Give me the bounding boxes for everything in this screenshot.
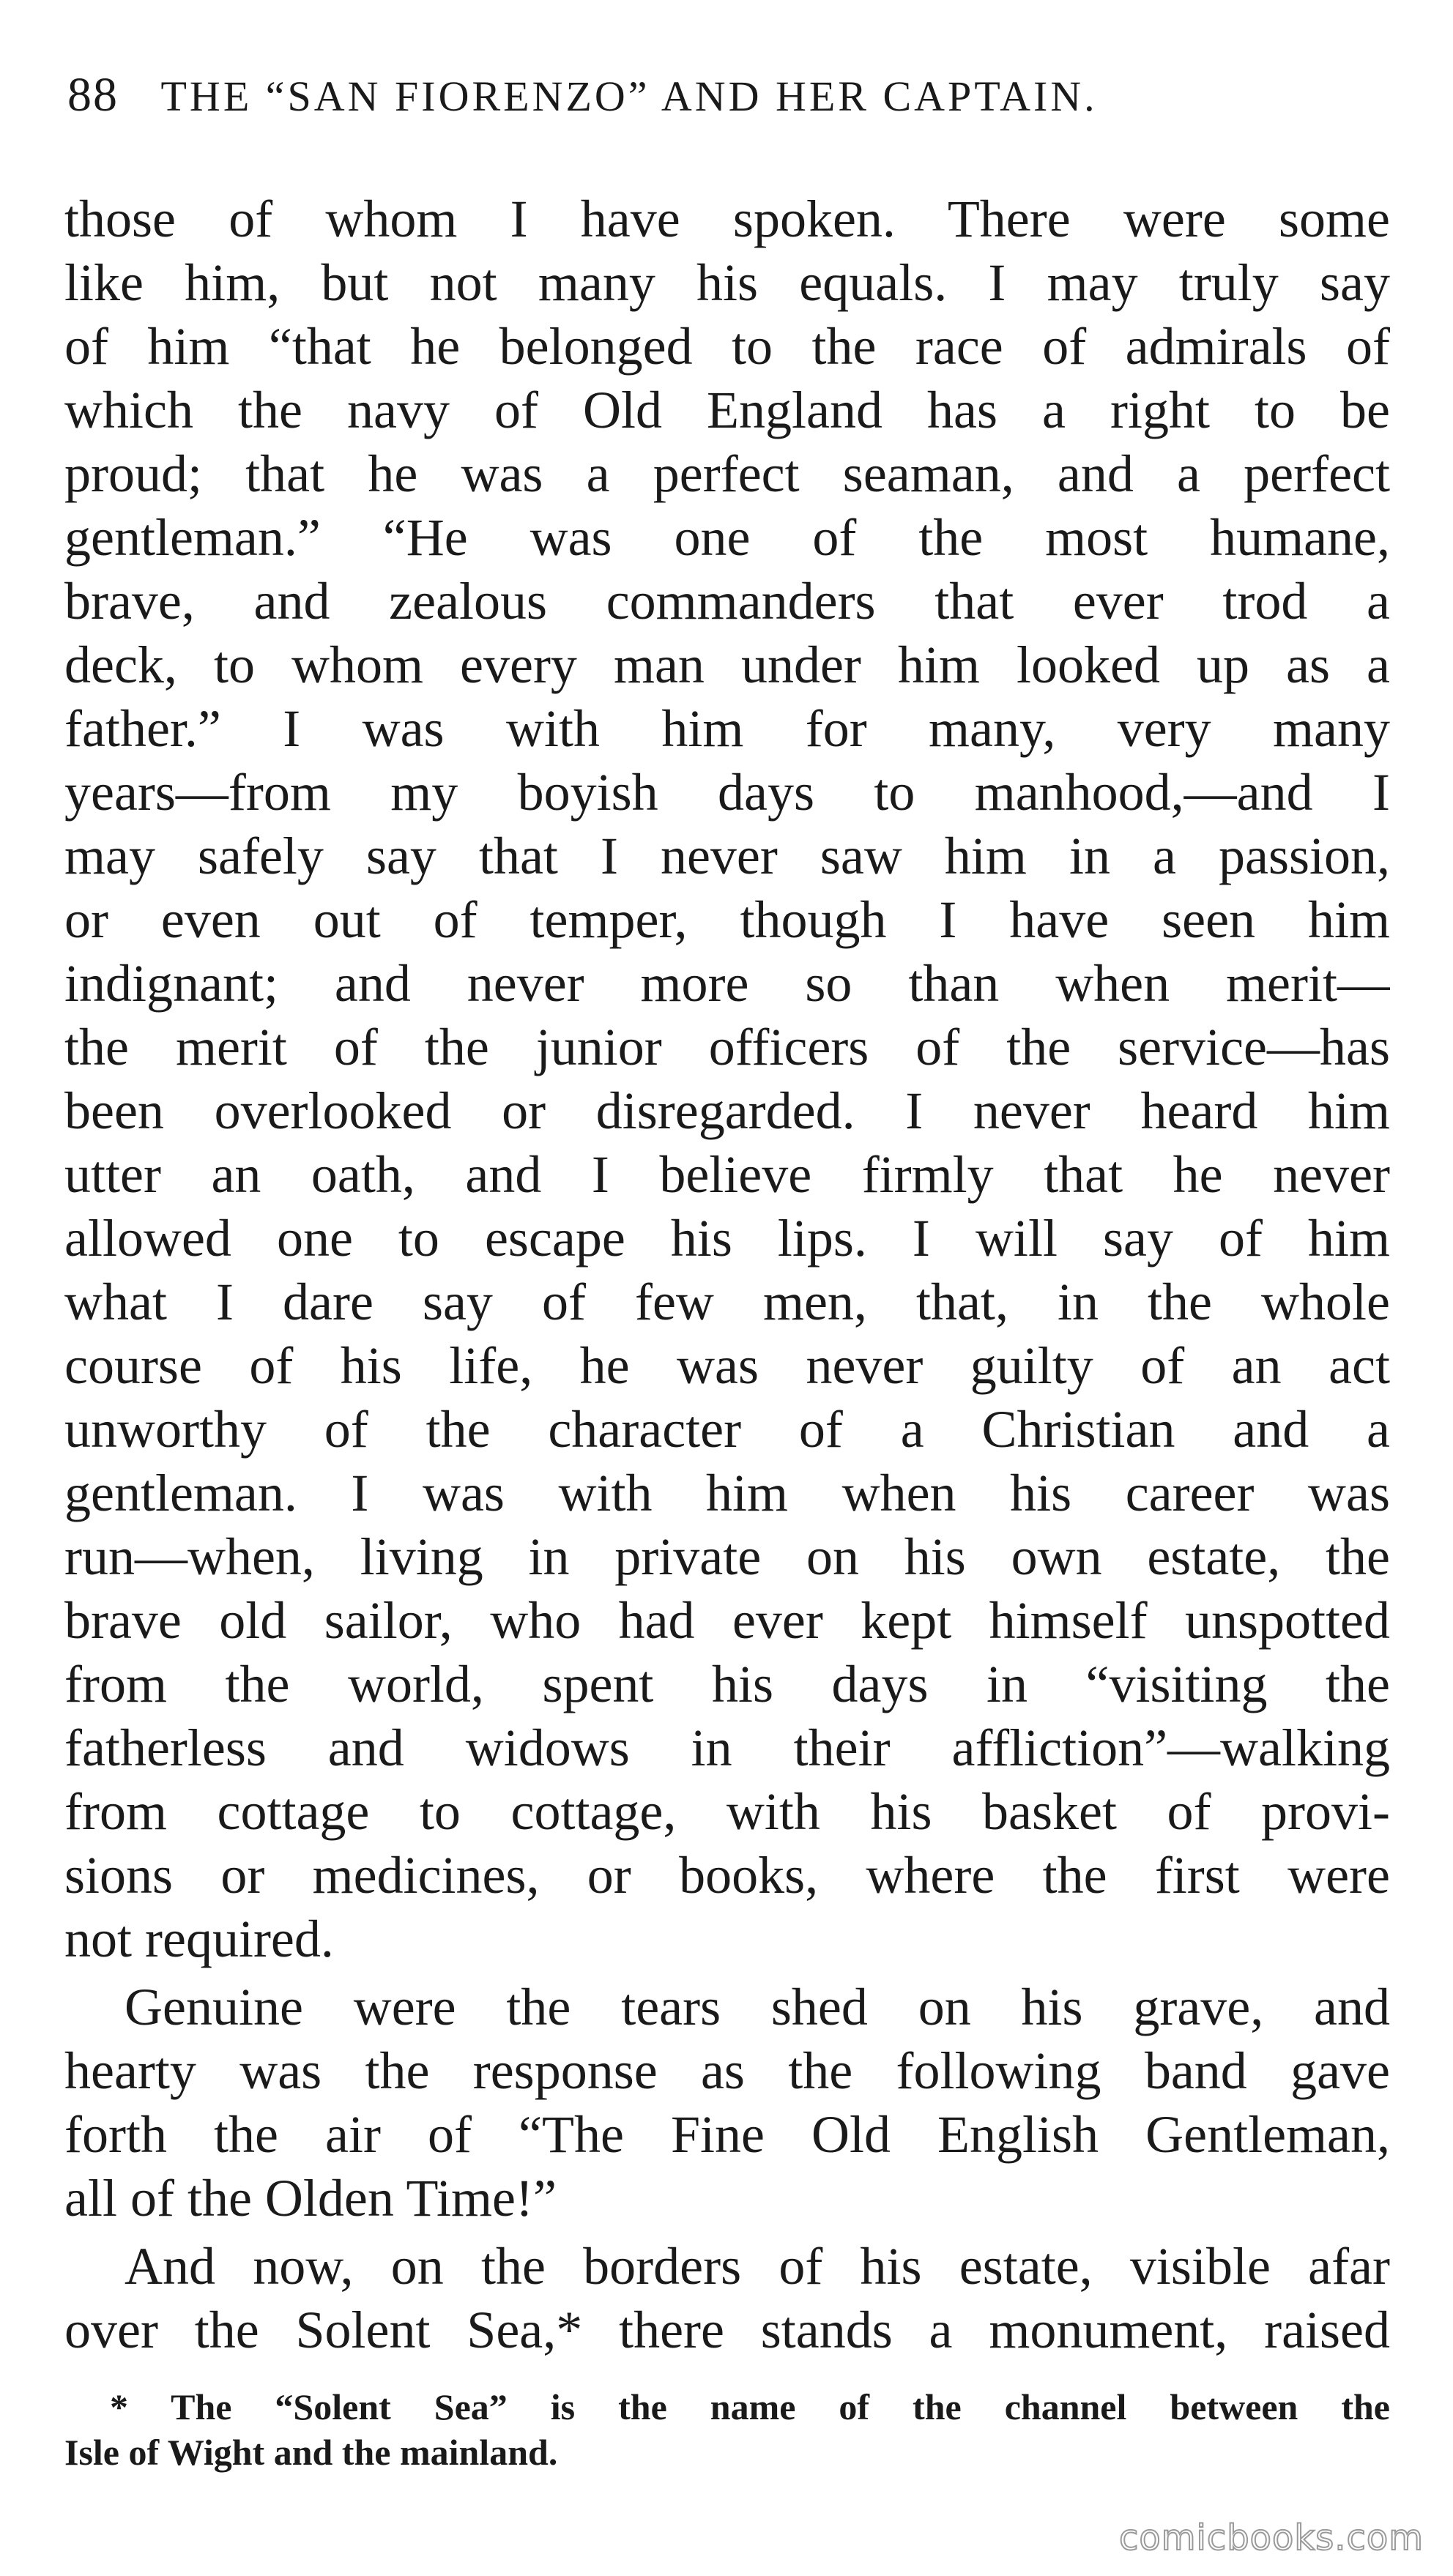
text-line: course of his life, he was never guilty of an act	[64, 1336, 1390, 1395]
text-line: Genuine were the tears shed on his grave, and	[125, 1978, 1390, 2036]
paragraph	[64, 187, 1390, 1971]
text-line: over the Solent Sea,* there stands a monument, raised	[64, 2301, 1390, 2359]
footnote	[64, 2384, 1390, 2475]
body-text	[64, 187, 1390, 2362]
text-line: forth the air of “The Fine Old English Gentleman,	[64, 2105, 1390, 2164]
text-line: like him, but not many his equals. I may truly say	[64, 253, 1390, 312]
paragraph	[64, 2235, 1390, 2362]
text-line: And now, on the borders of his estate, visible afar	[125, 2237, 1390, 2296]
text-line: brave old sailor, who had ever kept himself unspotted	[64, 1591, 1390, 1650]
text-line: deck, to whom every man under him looked up as a	[64, 636, 1390, 694]
text-line: brave, and zealous commanders that ever trod a	[64, 572, 1390, 630]
text-line: proud; that he was a perfect seaman, and a perfect	[64, 444, 1390, 503]
running-head: THE “SAN FIORENZO” AND HER CAPTAIN.	[160, 72, 1098, 120]
text-line: which the navy of Old England has a right to be	[64, 381, 1390, 439]
text-line: all of the Olden Time!”	[64, 2169, 557, 2227]
footnote-line: Isle of Wight and the mainland.	[64, 2432, 558, 2473]
text-line: the merit of the junior officers of the service—has	[64, 1018, 1390, 1076]
text-line: sions or medicines, or books, where the first were	[64, 1846, 1390, 1905]
text-line: gentleman. I was with him when his career was	[64, 1464, 1390, 1522]
text-line: hearty was the response as the following band gave	[64, 2041, 1390, 2100]
text-line: what I dare say of few men, that, in the whole	[64, 1273, 1390, 1331]
text-line: may safely say that I never saw him in a passion,	[64, 827, 1390, 885]
text-line: years—from my boyish days to manhood,—and I	[64, 763, 1390, 822]
text-line: of him “that he belonged to the race of admirals of	[64, 317, 1390, 376]
text-line: been overlooked or disregarded. I never heard him	[64, 1082, 1390, 1140]
text-line: or even out of temper, though I have seen him	[64, 890, 1390, 949]
footnote-line: * The “Solent Sea” is the name of the channel between the	[110, 2386, 1390, 2427]
text-line: allowed one to escape his lips. I will say of him	[64, 1209, 1390, 1267]
text-line: fatherless and widows in their affliction”—walking	[64, 1719, 1390, 1777]
text-line: father.” I was with him for many, very many	[64, 699, 1390, 758]
text-line: not required.	[64, 1910, 334, 1968]
page-number: 88	[67, 68, 119, 122]
text-line: from cottage to cottage, with his basket of provi-	[64, 1782, 1390, 1841]
text-line: unworthy of the character of a Christian and a	[64, 1400, 1390, 1459]
page-header	[67, 67, 1386, 133]
paragraph	[64, 1976, 1390, 2230]
watermark: comicbooks.com	[1118, 2517, 1424, 2558]
text-line: gentleman.” “He was one of the most humane,	[64, 508, 1390, 567]
text-line: indignant; and never more so than when merit—	[64, 954, 1390, 1013]
text-line: from the world, spent his days in “visiting the	[64, 1655, 1390, 1713]
text-line: run—when, living in private on his own estate, the	[64, 1527, 1390, 1586]
text-line: those of whom I have spoken. There were some	[64, 190, 1390, 248]
text-line: utter an oath, and I believe firmly that he never	[64, 1145, 1390, 1204]
